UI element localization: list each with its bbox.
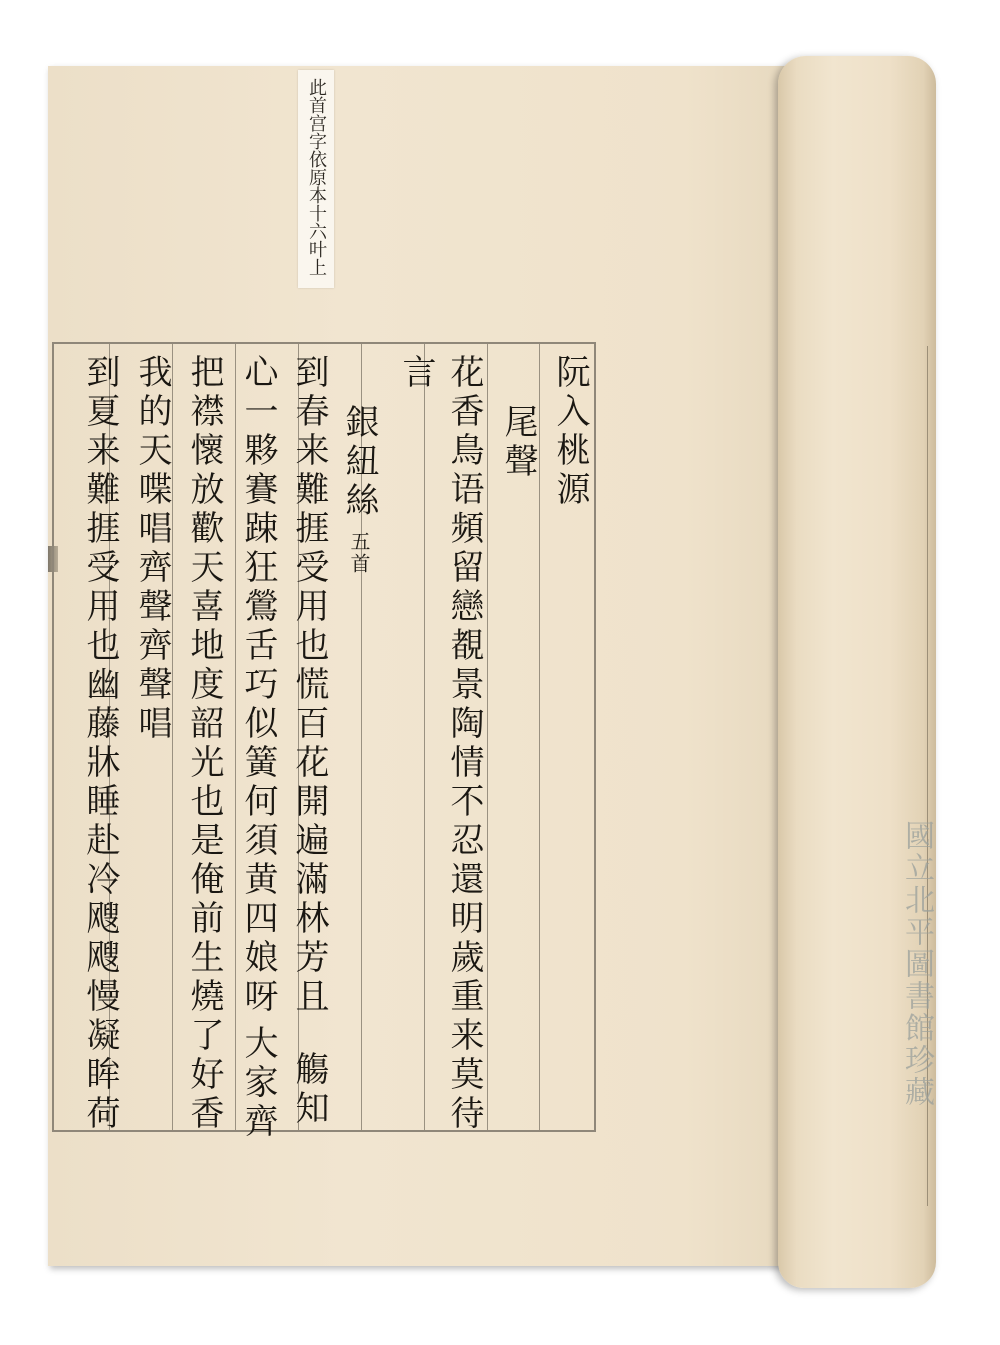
tune-heading [335,404,383,575]
text-column: 把襟懷放歡天喜地度韶光也是俺前生燒了好香 [184,354,224,1134]
column-rule [424,344,425,1130]
text-column [234,354,282,1142]
text-column [285,354,333,1129]
text-column: 花香鳥语頻留戀覩景陶情不忍還明歲重来莫待 [444,354,484,1134]
annotation-text: 此首宫字依原本十六叶上 [306,78,327,276]
text-column-tail: 觴知 [289,1051,329,1129]
text-column-main: 到春来難捱受用也慌百花開遍滿林芳且 [289,354,329,1017]
tune-title: 銀紐絲 [339,404,379,521]
annotation-slip [298,70,334,288]
text-column-tail: 大家齊 [238,1025,278,1142]
tune-note: 五首 [347,531,371,575]
text-column: 到夏来難捱受用也幽藤牀睡赴冷飕飕慢凝眸荷 [80,354,120,1134]
text-column: 言 [396,354,436,393]
section-heading: 尾聲 [498,404,538,482]
title-column: 阮入桃源 [550,354,590,510]
library-stamp: 國立北平圖書館珍藏 [899,820,934,1108]
text-column-main: 心一夥賽踈狂鶯舌巧似簧何須黄四娘呀 [238,354,278,1017]
text-column: 我的天喋唱齊聲齊聲唱 [132,354,172,744]
